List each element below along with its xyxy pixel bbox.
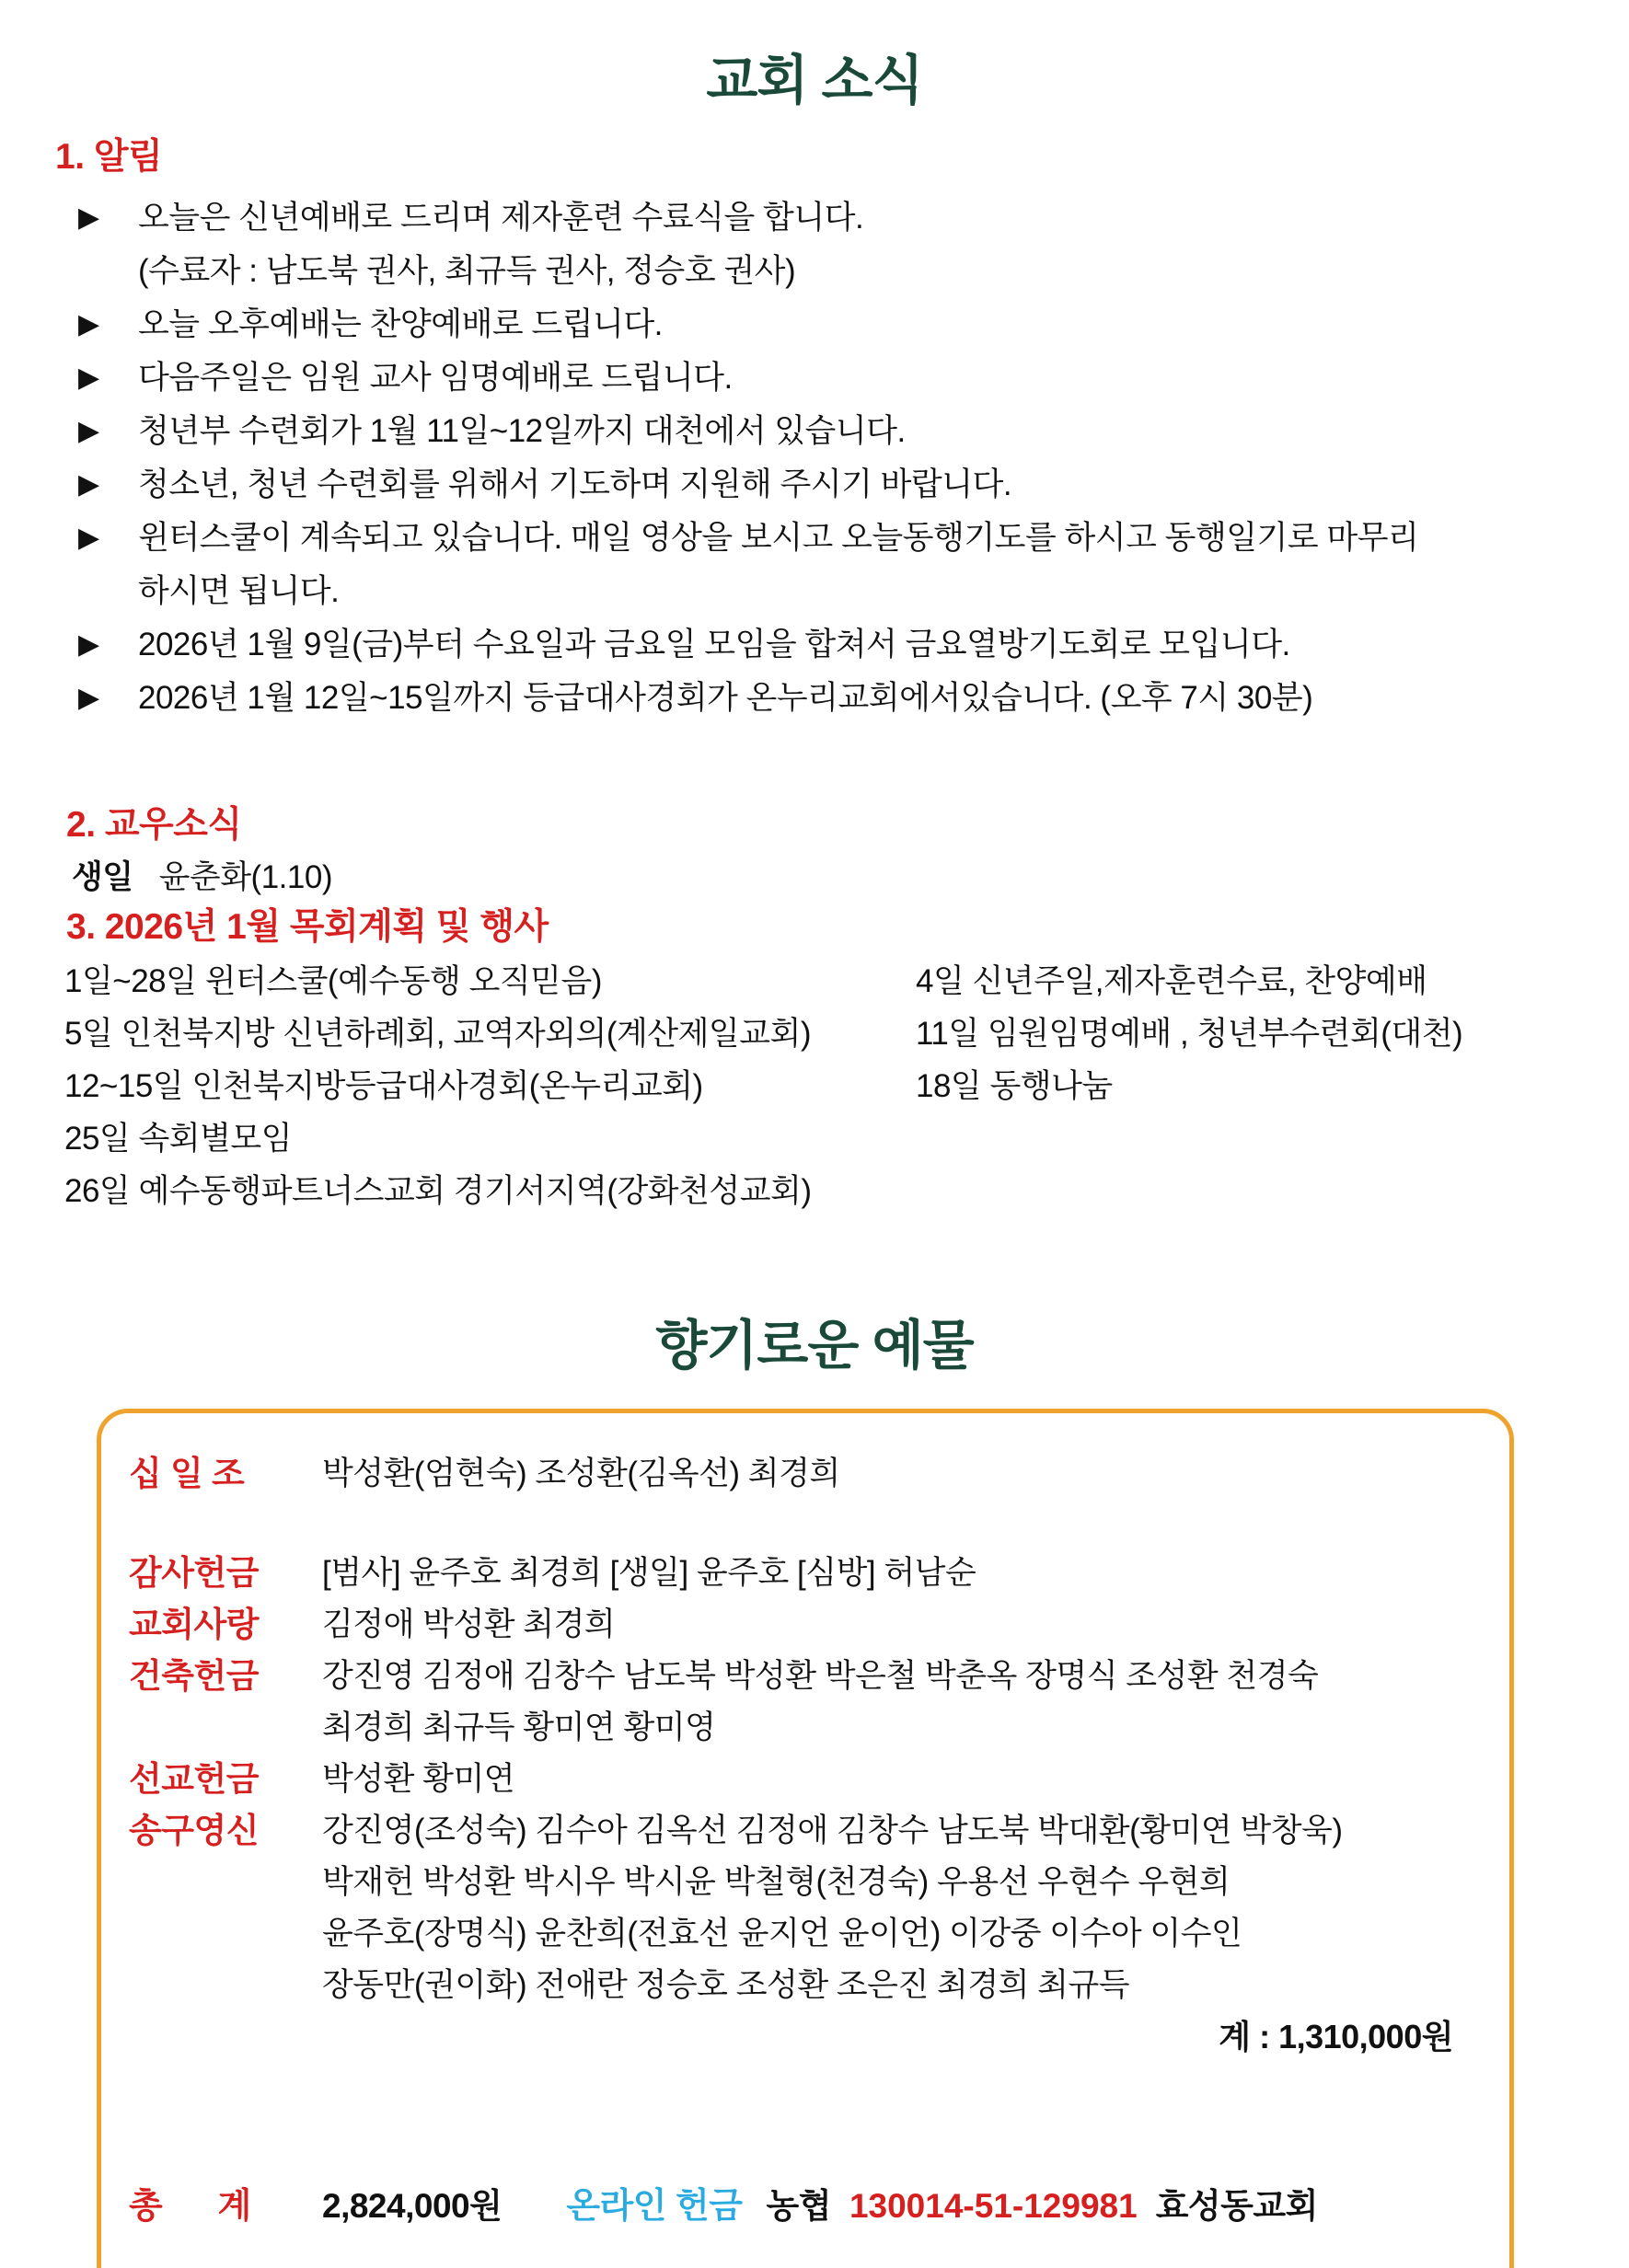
- offering-row: [129, 1448, 1459, 1500]
- offering-label: 십 일 조: [129, 1455, 245, 1492]
- announcement-text: 오늘은 신년예배로 드리며 제자훈련 수료식을 합니다.: [138, 200, 864, 236]
- announcement-text: 다음주일은 임원 교사 임명예배로 드립니다.: [138, 360, 733, 396]
- total-row: [129, 2181, 1459, 2232]
- online-giving-label: 온라인 헌금: [566, 2187, 743, 2226]
- offering-row: [129, 1548, 1459, 1599]
- plan-item: 5일 인천북지방 신년하례회, 교역자외의(계산제일교회): [64, 1016, 811, 1052]
- plan-left-column: [64, 955, 916, 1217]
- church-name: 효성동교회: [1155, 2187, 1318, 2225]
- offering-value: [322, 1548, 1459, 1599]
- announcement-text: 2026년 1월 12일~15일까지 등급대사경회가 온누리교회에서있습니다. (오후 7시 30분): [138, 680, 1313, 716]
- offering-label: 송구영신: [129, 1812, 259, 1849]
- offering-line: [범사] 윤주호 최경희 [생일] 윤주호 [심방] 허남순: [322, 1555, 976, 1591]
- plan-item: 25일 속회별모임: [64, 1121, 293, 1157]
- triangle-bullet-icon: ▶: [78, 629, 99, 660]
- announcements-heading: 1. 알림: [55, 137, 163, 177]
- offering-line: 김정애 박성환 최경희: [322, 1606, 616, 1642]
- total-label: 총 계: [129, 2187, 251, 2226]
- offering-line: 장동만(권이화) 전애란 정승호 조성환 조은진 최경희 최규득: [322, 1967, 1130, 2003]
- total-amount: 2,824,000원: [322, 2187, 503, 2225]
- announcement-item: [78, 672, 1574, 725]
- announcement-item: [78, 298, 1574, 351]
- triangle-bullet-icon: ▶: [78, 363, 99, 393]
- offering-label: 감사헌금: [129, 1554, 259, 1592]
- announcement-item: [78, 191, 1574, 245]
- announcement-text: 청소년, 청년 수련회를 위해서 기도하며 지원해 주시기 바랍니다.: [138, 466, 1012, 502]
- plan-columns: [64, 955, 1574, 1217]
- announcement-item: [78, 458, 1574, 512]
- offering-line: 윤주호(장명식) 윤찬희(전효선 윤지언 윤이언) 이강중 이수아 이수인: [322, 1916, 1242, 1951]
- announcement-text: 청년부 수련회가 1월 11일~12일까지 대천에서 있습니다.: [138, 413, 906, 449]
- triangle-bullet-icon: ▶: [78, 523, 99, 553]
- offering-line: 박재헌 박성환 박시우 박시윤 박철형(천경숙) 우용선 우현수 우현희: [322, 1864, 1230, 1900]
- announcement-item: [78, 618, 1574, 672]
- plan-item: 26일 예수동행파트너스교회 경기서지역(강화천성교회): [64, 1173, 812, 1209]
- birthday-label: 생일: [72, 859, 133, 895]
- offering-row: [129, 1754, 1459, 1805]
- offerings-title: 향기로운 예물: [655, 1316, 974, 1376]
- triangle-bullet-icon: ▶: [78, 683, 99, 713]
- announcement-item: [78, 351, 1574, 405]
- offering-row: [129, 1651, 1459, 1754]
- offering-subtotal: 계 : 1,310,000원: [1219, 2018, 1453, 2055]
- triangle-bullet-icon: ▶: [78, 416, 99, 446]
- offering-row: [129, 1599, 1459, 1651]
- announcements-list: [55, 191, 1574, 725]
- offering-line: 최경희 최규득 황미연 황미영: [322, 1710, 716, 1745]
- offerings-box: [97, 1409, 1514, 2268]
- plan-right-column: [916, 955, 1574, 1217]
- announcement-subtext: (수료자 : 남도북 권사, 최규득 권사, 정승호 권사): [138, 253, 796, 289]
- plan-heading: 3. 2026년 1월 목회계획 및 행사: [66, 907, 549, 947]
- announcement-subtext: 하시면 됩니다.: [138, 573, 340, 609]
- plan-item: 12~15일 인천북지방등급대사경회(온누리교회): [64, 1068, 703, 1104]
- offering-value: [322, 1805, 1459, 2011]
- announcement-text: 윈터스쿨이 계속되고 있습니다. 매일 영상을 보시고 오늘동행기도를 하시고 동행일기로 마무리: [138, 520, 1419, 556]
- announcement-text: 오늘 오후예배는 찬양예배로 드립니다.: [138, 306, 663, 342]
- birthday-value: 윤춘화(1.10): [158, 859, 332, 895]
- announcement-text: 2026년 1월 9일(금)부터 수요일과 금요일 모임을 합쳐서 금요열방기도회로 모입니다.: [138, 627, 1290, 662]
- offering-label: 건축헌금: [129, 1657, 259, 1695]
- triangle-bullet-icon: ▶: [78, 202, 99, 233]
- member-news-heading: 2. 교우소식: [66, 805, 242, 845]
- announcement-item: [78, 405, 1574, 458]
- offering-label: 선교헌금: [129, 1760, 259, 1798]
- church-news-title: 교회 소식: [706, 51, 923, 110]
- account-number: 130014-51-129981: [849, 2187, 1138, 2225]
- offering-value: [322, 1599, 1459, 1651]
- offering-line: 강진영(조성숙) 김수아 김옥선 김정애 김창수 남도북 박대환(황미연 박창욱): [322, 1813, 1343, 1848]
- offering-value: [322, 1754, 1459, 1805]
- offering-label: 교회사랑: [129, 1606, 259, 1643]
- triangle-bullet-icon: ▶: [78, 469, 99, 500]
- birthday-line: [72, 852, 1574, 904]
- plan-item: 4일 신년주일,제자훈련수료, 찬양예배: [916, 963, 1427, 999]
- triangle-bullet-icon: ▶: [78, 309, 99, 340]
- offering-line: 박성환 황미연: [322, 1761, 515, 1797]
- offering-value: [322, 1651, 1459, 1754]
- plan-item: 1일~28일 윈터스쿨(예수동행 오직믿음): [64, 963, 602, 999]
- plan-item: 11일 임원임명예배 , 청년부수련회(대천): [916, 1016, 1463, 1052]
- offering-line: 박성환(엄현숙) 조성환(김옥선) 최경희: [322, 1456, 840, 1491]
- offering-value: [322, 1448, 1459, 1500]
- offering-row: [129, 1805, 1459, 2011]
- offering-line: 강진영 김정애 김창수 남도북 박성환 박은철 박춘옥 장명식 조성환 천경숙: [322, 1658, 1319, 1694]
- announcement-item: [78, 512, 1574, 565]
- plan-item: 18일 동행나눔: [916, 1068, 1113, 1104]
- bank-name: 농협: [766, 2187, 831, 2225]
